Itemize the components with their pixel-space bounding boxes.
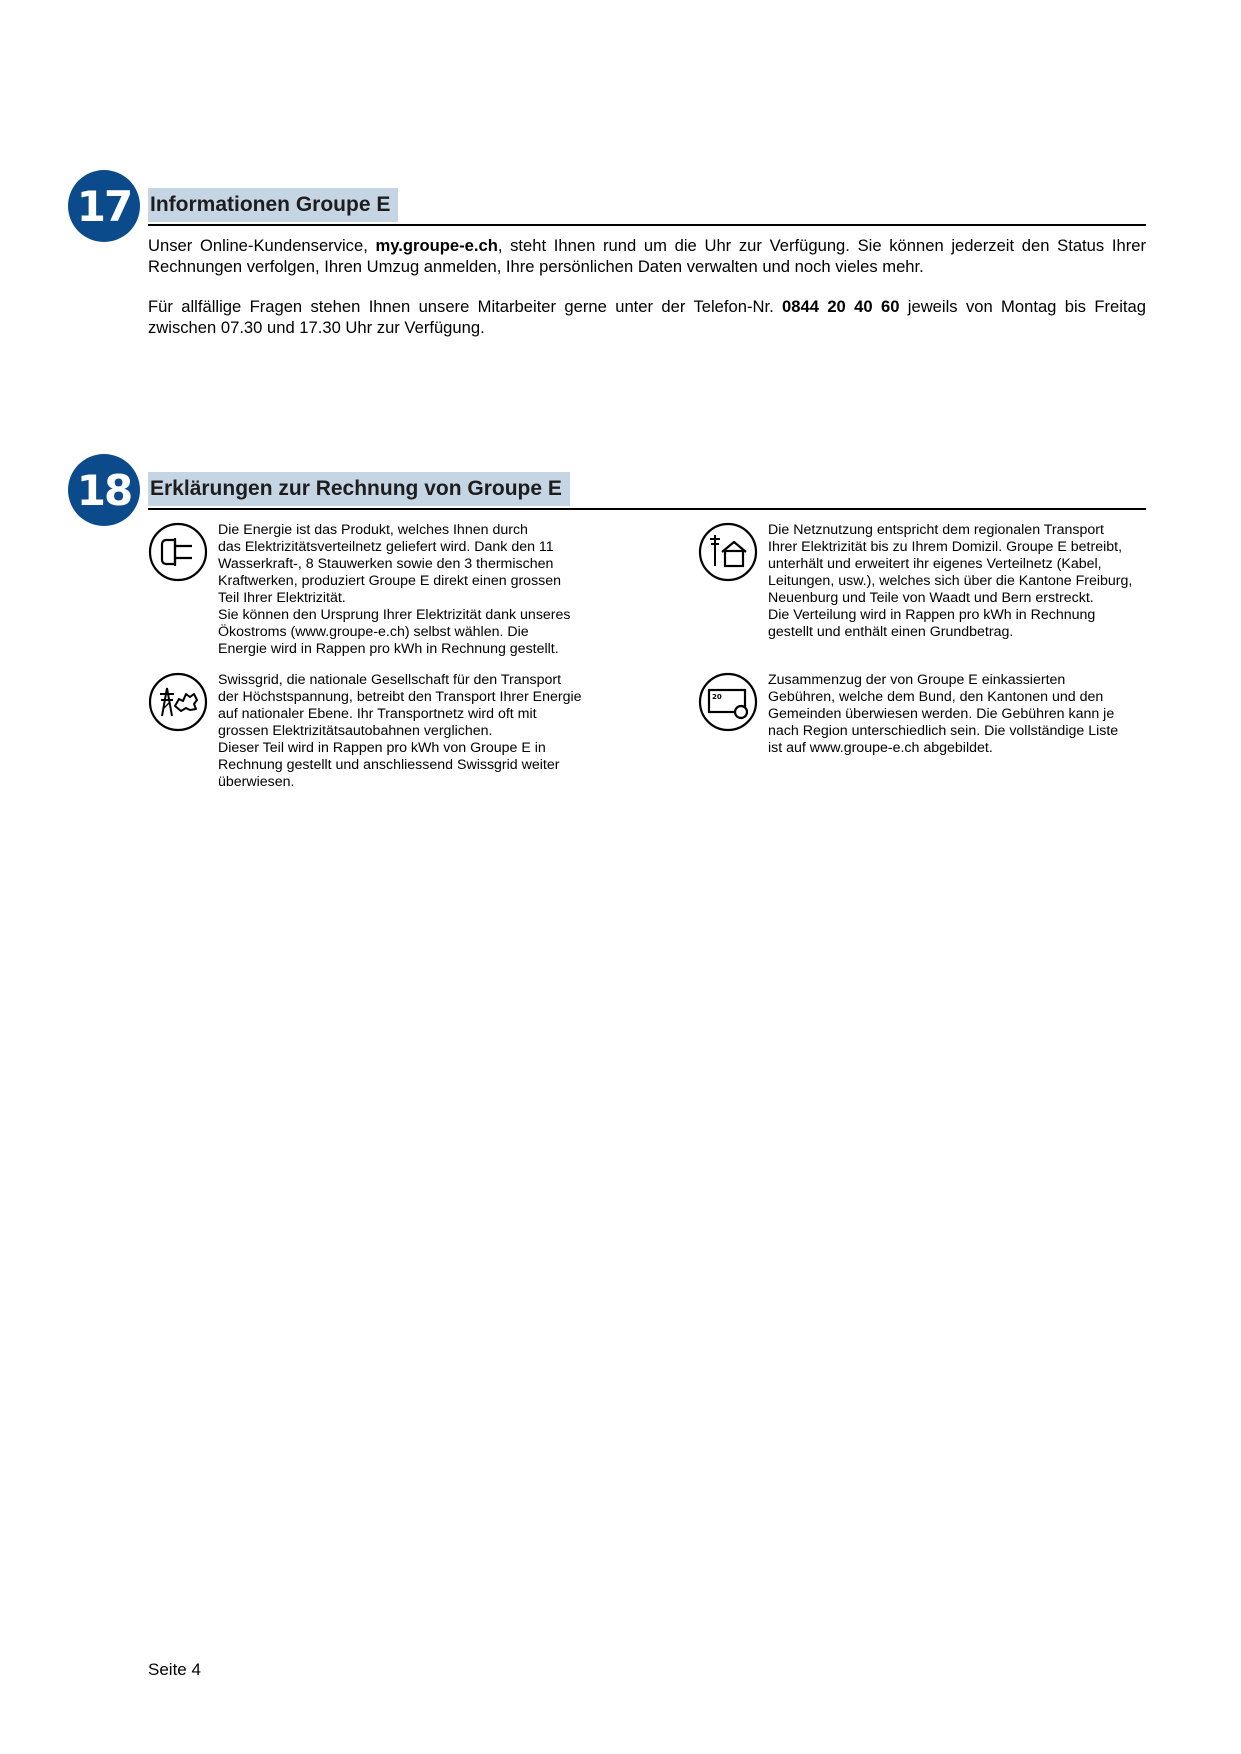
- website-link[interactable]: my.groupe-e.ch: [375, 236, 498, 255]
- text-line: überwiesen.: [218, 774, 295, 790]
- text-line: nach Region unterschiedlich sein. Die vollständige Liste: [768, 723, 1119, 739]
- text-line: Die Verteilung wird in Rappen pro kWh in Rechnung: [768, 607, 1096, 623]
- phone-number: 0844 20 40 60: [782, 297, 900, 316]
- text-line: Sie können den Ursprung Ihrer Elektrizität dank unseres: [218, 607, 571, 623]
- section-number-badge: 18: [68, 454, 140, 526]
- text-line: Kraftwerken, produziert Groupe E direkt einen grossen: [218, 573, 562, 589]
- text-line: auf nationaler Ebene. Ihr Transportnetz wird oft mit: [218, 706, 537, 722]
- section-title-bar: [148, 188, 1146, 226]
- text-line: Wasserkraft-, 8 Stauwerken sowie den 3 thermischen: [218, 556, 554, 572]
- text-line: grossen Elektrizitätsautobahnen verglichen.: [218, 723, 493, 739]
- text-line: Rechnung gestellt und anschliessend Swissgrid weiter: [218, 757, 560, 773]
- section-number-badge: 17: [68, 170, 140, 242]
- section-title: Informationen Groupe E: [148, 188, 398, 222]
- paragraph-text: , steht Ihnen rund um die Uhr zur Verfügung. Sie können jederzeit den Status Ihrer Rechnungen verfolgen, Ihren Umzug anmelden, Ihre persönlichen Daten verwalten und noch vieles mehr.: [148, 236, 1146, 276]
- text-line: Ihrer Elektrizität bis zu Ihrem Domizil. Groupe E betreibt,: [768, 539, 1123, 555]
- text-line: Die Netznutzung entspricht dem regionalen Transport: [768, 522, 1104, 538]
- banknote-value: 20: [712, 693, 722, 701]
- paragraph-text: jeweils von Montag bis Freitag zwischen 07.30 und 17.30 Uhr zur Verfügung.: [148, 297, 1146, 337]
- paragraph-text: Unser Online-Kundenservice,: [148, 236, 376, 255]
- section-title: Erklärungen zur Rechnung von Groupe E: [148, 472, 570, 506]
- pylon-house-icon: [698, 522, 758, 582]
- explanation-text: [768, 522, 1168, 641]
- pylon-switzerland-icon: [148, 672, 208, 732]
- text-line: unterhält und erweitert ihr eigenes Verteilnetz (Kabel,: [768, 556, 1102, 572]
- explanation-text: [218, 672, 618, 791]
- text-line: Dieser Teil wird in Rappen pro kWh von Groupe E in: [218, 740, 546, 756]
- text-line: Leitungen, usw.), welches sich über die Kantone Freiburg,: [768, 573, 1133, 589]
- text-line: Energie wird in Rappen pro kWh in Rechnung gestellt.: [218, 641, 559, 657]
- paragraph-text: Für allfällige Fragen stehen Ihnen unsere Mitarbeiter gerne unter der Telefon-Nr.: [148, 297, 783, 316]
- text-line: gestellt und enthält einen Grundbetrag.: [768, 624, 1014, 640]
- text-line: Zusammenzug der von Groupe E einkassierten: [768, 672, 1066, 688]
- text-line: Gemeinden überwiesen werden. Die Gebühren kann je: [768, 706, 1115, 722]
- section-title-bar: [148, 472, 1146, 510]
- explanation-text: [218, 522, 618, 658]
- paragraph-online-service: [148, 235, 1146, 277]
- text-line: Neuenburg und Teile von Waadt und Bern erstreckt.: [768, 590, 1094, 606]
- text-line: Teil Ihrer Elektrizität.: [218, 590, 346, 606]
- explanation-text: [768, 672, 1168, 757]
- text-line: Ökostroms (www.groupe-e.ch) selbst wählen. Die: [218, 624, 529, 640]
- text-line: ist auf www.groupe-e.ch abgebildet.: [768, 740, 993, 756]
- text-line: das Elektrizitätsverteilnetz geliefert wird. Dank den 11: [218, 539, 554, 555]
- text-line: Die Energie ist das Produkt, welches Ihnen durch: [218, 522, 528, 538]
- text-line: Swissgrid, die nationale Gesellschaft für den Transport: [218, 672, 562, 688]
- page-number: Seite 4: [148, 1660, 201, 1679]
- banknote-coin-icon: [698, 672, 758, 732]
- plug-icon: [148, 522, 208, 582]
- paragraph-contact: [148, 296, 1146, 338]
- text-line: Gebühren, welche dem Bund, den Kantonen und den: [768, 689, 1104, 705]
- text-line: der Höchstspannung, betreibt den Transport Ihrer Energie: [218, 689, 582, 705]
